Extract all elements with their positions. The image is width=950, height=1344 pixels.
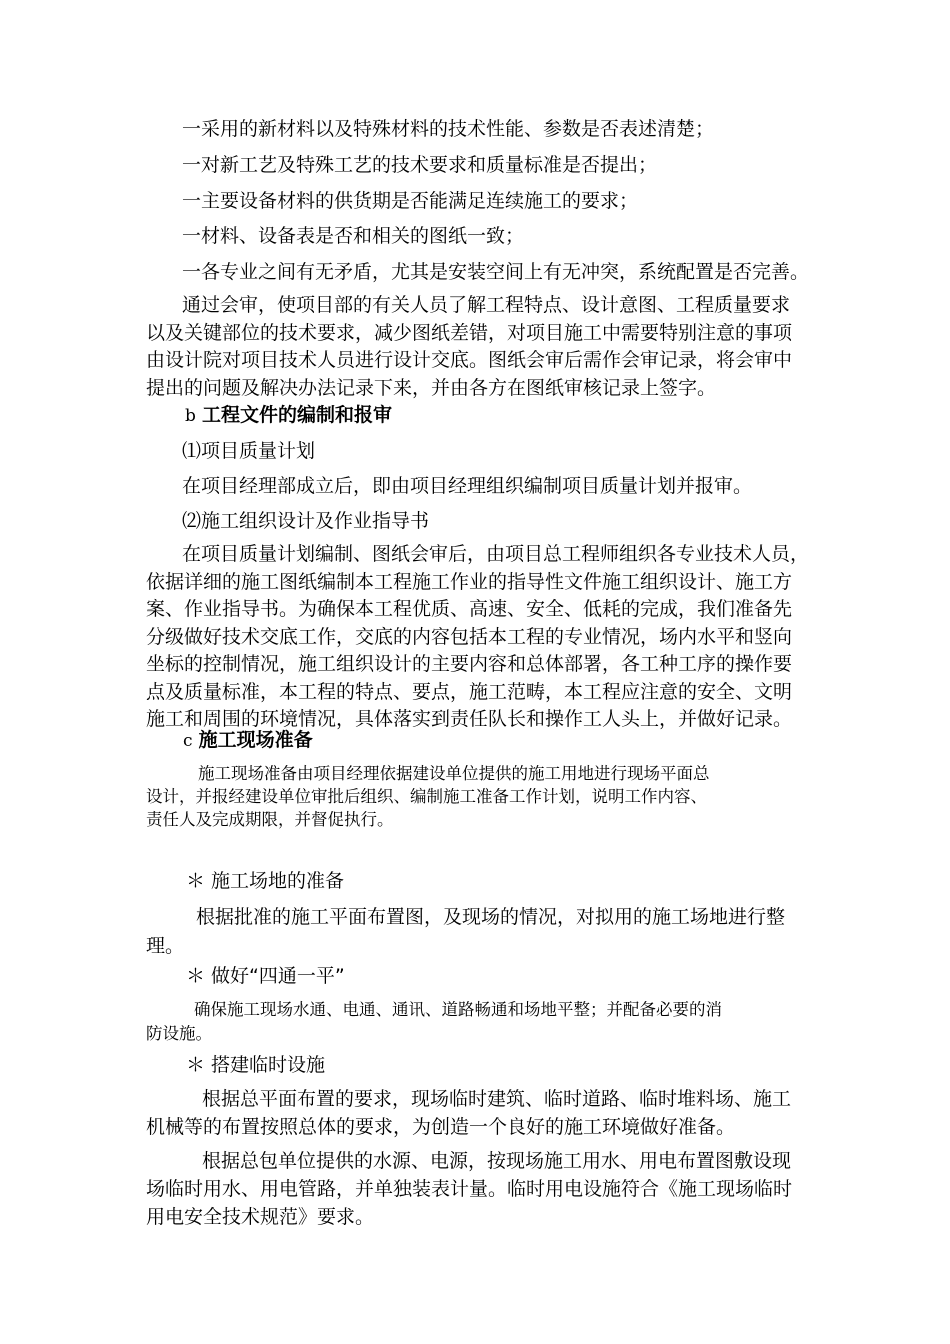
paragraph-line: 分级做好技术交底工作，交底的内容包括本工程的专业情况，场内水平和竖向	[146, 625, 793, 648]
section-b-title: 工程文件的编制和报审	[201, 404, 392, 426]
paragraph-line: 依据详细的施工图纸编制本工程施工作业的指导性文件施工组织设计、施工方	[146, 570, 793, 593]
bullet-item: 一采用的新材料以及特殊材料的技术性能、参数是否表述清楚；	[182, 118, 715, 140]
paragraph-line: 施工现场准备由项目经理依据建设单位提供的施工用地进行现场平面总	[198, 764, 710, 783]
subsection-title: ＊ 搭建临时设施	[186, 1054, 326, 1076]
item-heading: ⑵施工组织设计及作业指导书	[182, 510, 430, 532]
paragraph-line: 在项目质量计划编制、图纸会审后，由项目总工程师组织各专业技术人员，	[182, 543, 810, 565]
sub3-paragraph-1	[146, 1085, 792, 1141]
bullet-item: 一主要设备材料的供货期是否能满足连续施工的要求；	[182, 190, 639, 212]
paragraph-line: 以及关键部位的技术要求，减少图纸差错，对项目施工中需要特别注意的事项	[146, 321, 793, 344]
bullet-item: 一各专业之间有无矛盾，尤其是安装空间上有无冲突，系统配置是否完善。	[182, 261, 810, 283]
paragraph-line: 机械等的布置按照总体的要求，为创造一个良好的施工环境做好准备。	[146, 1116, 736, 1138]
paragraph-line: 点及质量标准，本工程的特点、要点，施工范畴，本工程应注意的安全、文明	[146, 680, 793, 703]
sub3-paragraph-2	[146, 1147, 793, 1231]
sub1-paragraph	[146, 903, 786, 961]
paragraph-line: 根据总包单位提供的水源、电源，按现场施工用水、用电布置图敷设现	[202, 1150, 792, 1172]
paragraph-line: 防设施。	[146, 1024, 212, 1043]
bullet-item: 一对新工艺及特殊工艺的技术要求和质量标准是否提出；	[182, 154, 658, 176]
paragraph-line: 根据批准的施工平面布置图，及现场的情况，对拟用的施工场地进行整	[196, 906, 786, 928]
section-c-title: 施工现场准备	[198, 729, 313, 751]
item-heading: ⑴项目质量计划	[182, 440, 316, 462]
paragraph-line: 案、作业指导书。为确保本工程优质、高速、安全、低耗的完成，我们准备先	[146, 598, 793, 620]
section-c-paragraph	[146, 762, 710, 831]
paragraph-line: 坐标的控制情况，施工组织设计的主要内容和总体部署，各工种工序的操作要	[146, 653, 793, 675]
paragraph-line: 场临时用水、用电管路，并单独装表计量。临时用电设施符合《施工现场临时	[146, 1178, 793, 1200]
subsection-title: ＊ 施工场地的准备	[186, 870, 345, 892]
bullet-item: 一材料、设备表是否和相关的图纸一致；	[182, 225, 525, 247]
paragraph-line: 根据总平面布置的要求，现场临时建筑、临时道路、临时堆料场、施工	[202, 1088, 792, 1110]
subsection-title: ＊ 做好“四通一平”	[186, 965, 345, 987]
section-c-heading	[183, 726, 313, 754]
item-text: 在项目经理部成立后，即由项目经理组织编制项目质量计划并报审。	[182, 475, 753, 497]
paragraph-line: 责任人及完成期限，并督促执行。	[146, 810, 394, 829]
paragraph-line: 通过会审，使项目部的有关人员了解工程特点、设计意图、工程质量要求	[182, 294, 791, 316]
section-c-prefix: c	[183, 731, 193, 751]
paragraph-line: 由设计院对项目技术人员进行设计交底。图纸会审后需作会审记录，将会审中	[146, 349, 793, 371]
paragraph-line: 设计，并报经建设单位审批后组织、编制施工准备工作计划，说明工作内容、	[146, 787, 707, 806]
review-paragraph	[146, 292, 793, 402]
item2-paragraph	[146, 541, 810, 734]
section-b-heading	[185, 401, 392, 429]
sub2-paragraph	[146, 998, 722, 1046]
paragraph-line: 理。	[146, 935, 185, 957]
paragraph-line: 施工和周围的环境情况，具体落实到责任队长和操作工人头上，并做好记录。	[146, 708, 793, 730]
section-b-prefix: b	[185, 406, 196, 426]
paragraph-line: 用电安全技术规范》要求。	[146, 1206, 375, 1228]
paragraph-line: 提出的问题及解决办法记录下来，并由各方在图纸审核记录上签字。	[146, 376, 717, 399]
paragraph-line: 确保施工现场水通、电通、通讯、道路畅通和场地平整；并配备必要的消	[194, 1000, 722, 1019]
